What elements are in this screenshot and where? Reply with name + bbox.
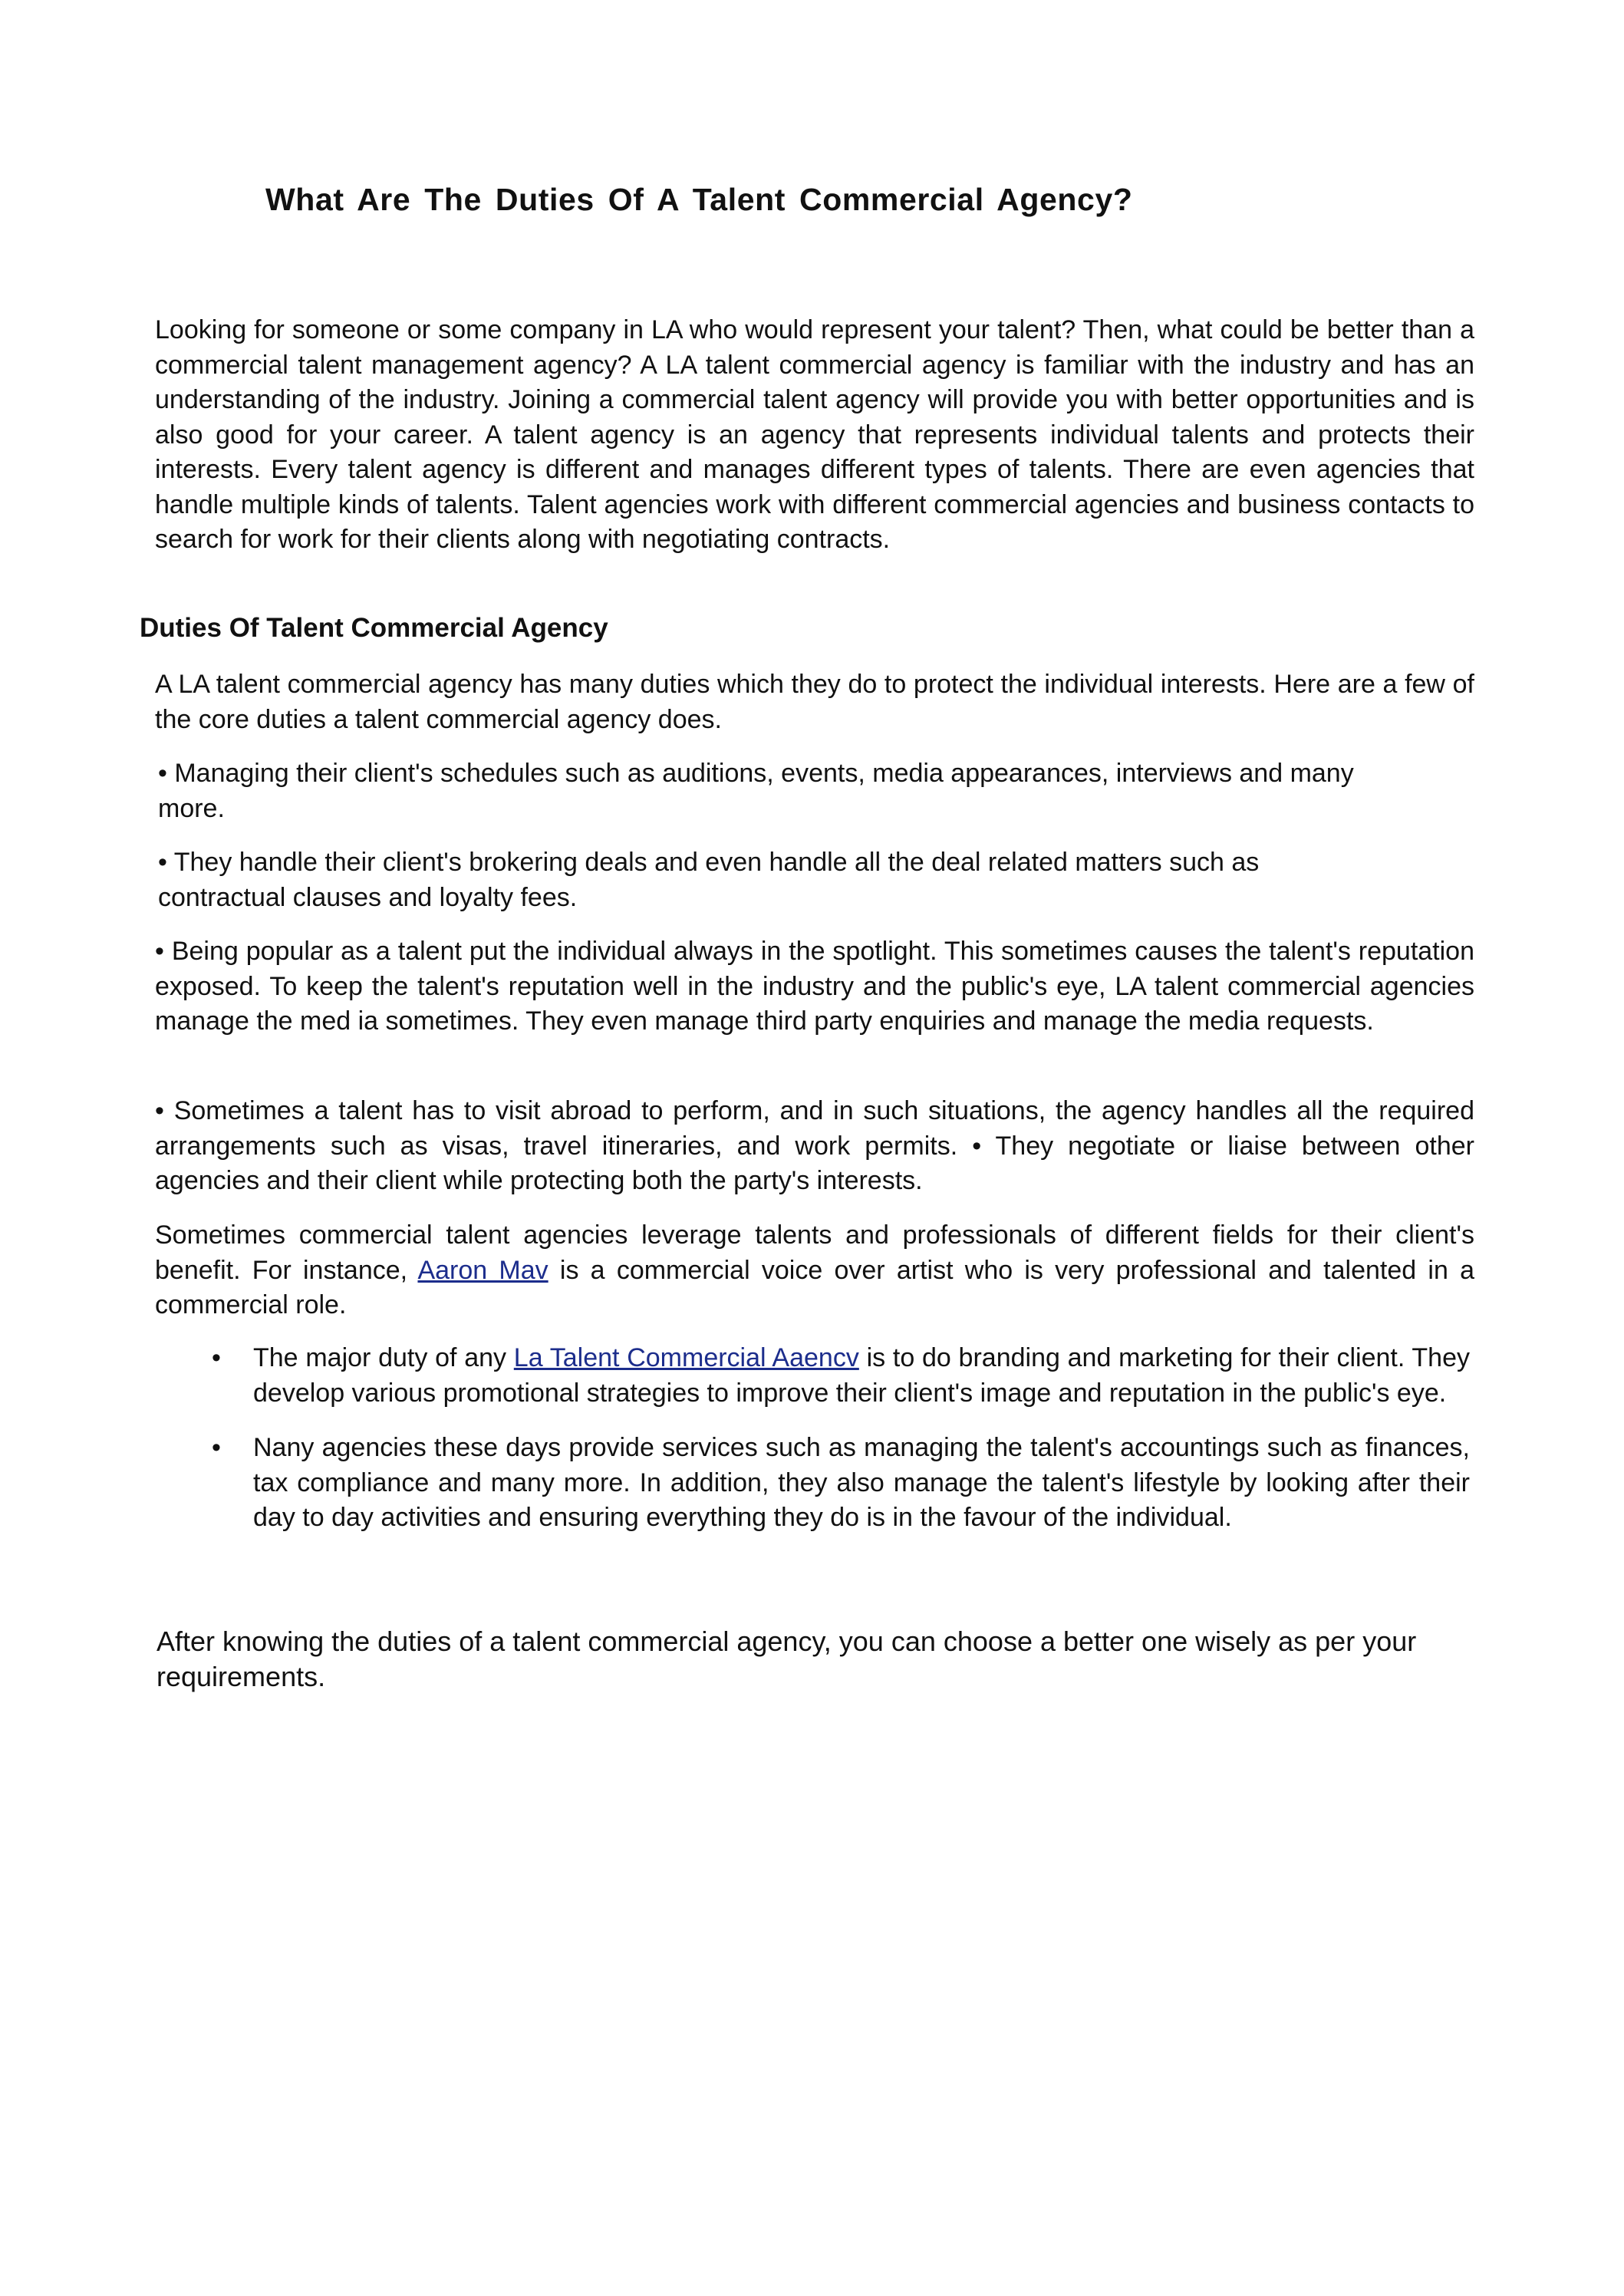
duty-item-media: • Being popular as a talent put the individual always in the spotlight. This sometimes causes the talent's reputation exposed. To keep the talent's reputation well in the industry and the public's eye, LA talent commercial agencies manage the med ia sometimes. They even manage third party enquiries and manage the media requests. bbox=[155, 937, 1474, 1036]
closing-paragraph: After knowing the duties of a talent commercial agency, you can choose a better one wisely as per your requirements. bbox=[156, 1626, 1417, 1692]
leverage-text-end: is a commercial voice over artist who is very professional and talented in a commercial role. bbox=[155, 1255, 1474, 1319]
leverage-paragraph bbox=[155, 1218, 1474, 1323]
duty-item-brokering: • They handle their client's brokering deals and even handle all the deal related matters such as contractual clauses and loyalty fees. bbox=[158, 848, 1260, 912]
list-item-accounting bbox=[212, 1431, 1470, 1536]
duty-item-negotiate-text: • They negotiate or liaise between other agencies and their client while protecting both the party's interests. bbox=[155, 1131, 1474, 1195]
bullet-icon: • bbox=[212, 1433, 221, 1462]
duty-item-schedules: • Managing their client's schedules such as auditions, events, media appearances, interviews and many more. bbox=[158, 759, 1354, 823]
duties-intro-paragraph: A LA talent commercial agency has many duties which they do to protect the individual interests. Here are a few of the core duties a talent commercial agency does. bbox=[155, 670, 1474, 734]
intro-paragraph: Looking for someone or some company in LA who would represent your talent? Then, what could be better than a commercial talent management agency? A LA talent commercial agency is familiar with the industry and has an understanding of the industry. Joining a commercial talent agency will provide you with better opportunities and is also good for your career. A talent agency is an agency that represents individual talents and protects their interests. Every talent agency is different and manages different types of talents. There are even agencies that handle multiple kinds of talents. Talent agencies work with different commercial agencies and business contacts to search for work for their clients along with negotiating contracts. bbox=[155, 315, 1474, 554]
duty-item-travel bbox=[155, 1094, 1474, 1199]
accounting-text: Nany agencies these days provide services such as managing the talent's accountings such as finances, tax compliance and many more. In addition, they also manage the talent's lifestyle by looking after their day to day activities and ensuring everything they do is in the favour of the individual. bbox=[253, 1433, 1470, 1532]
branding-text-start: The major duty of any bbox=[253, 1343, 514, 1372]
bullet-list bbox=[212, 1341, 1470, 1556]
leverage-text-start: Sometimes commercial talent agencies leverage talents and professionals of different fields for their client's benefit. For instance, bbox=[155, 1220, 1474, 1285]
section-heading: Duties Of Talent Commercial Agency bbox=[140, 613, 608, 643]
la-talent-agency-link[interactable]: La Talent Commercial Aaencv bbox=[513, 1343, 859, 1372]
branding-text-end: is to do branding and marketing for their client. They develop various promotional strategies to improve their client's image and reputation in the public's eye. bbox=[253, 1343, 1470, 1408]
list-item-branding bbox=[212, 1341, 1470, 1411]
duty-item-travel-text: • Sometimes a talent has to visit abroad to perform, and in such situations, the agency handles all the required arrangements such as visas, travel itineraries, and work permits. bbox=[155, 1096, 1474, 1161]
aaron-mav-link[interactable]: Aaron Mav bbox=[417, 1255, 548, 1285]
page-title: What Are The Duties Of A Talent Commercial Agency? bbox=[265, 182, 1133, 217]
bullet-icon: • bbox=[212, 1343, 221, 1372]
